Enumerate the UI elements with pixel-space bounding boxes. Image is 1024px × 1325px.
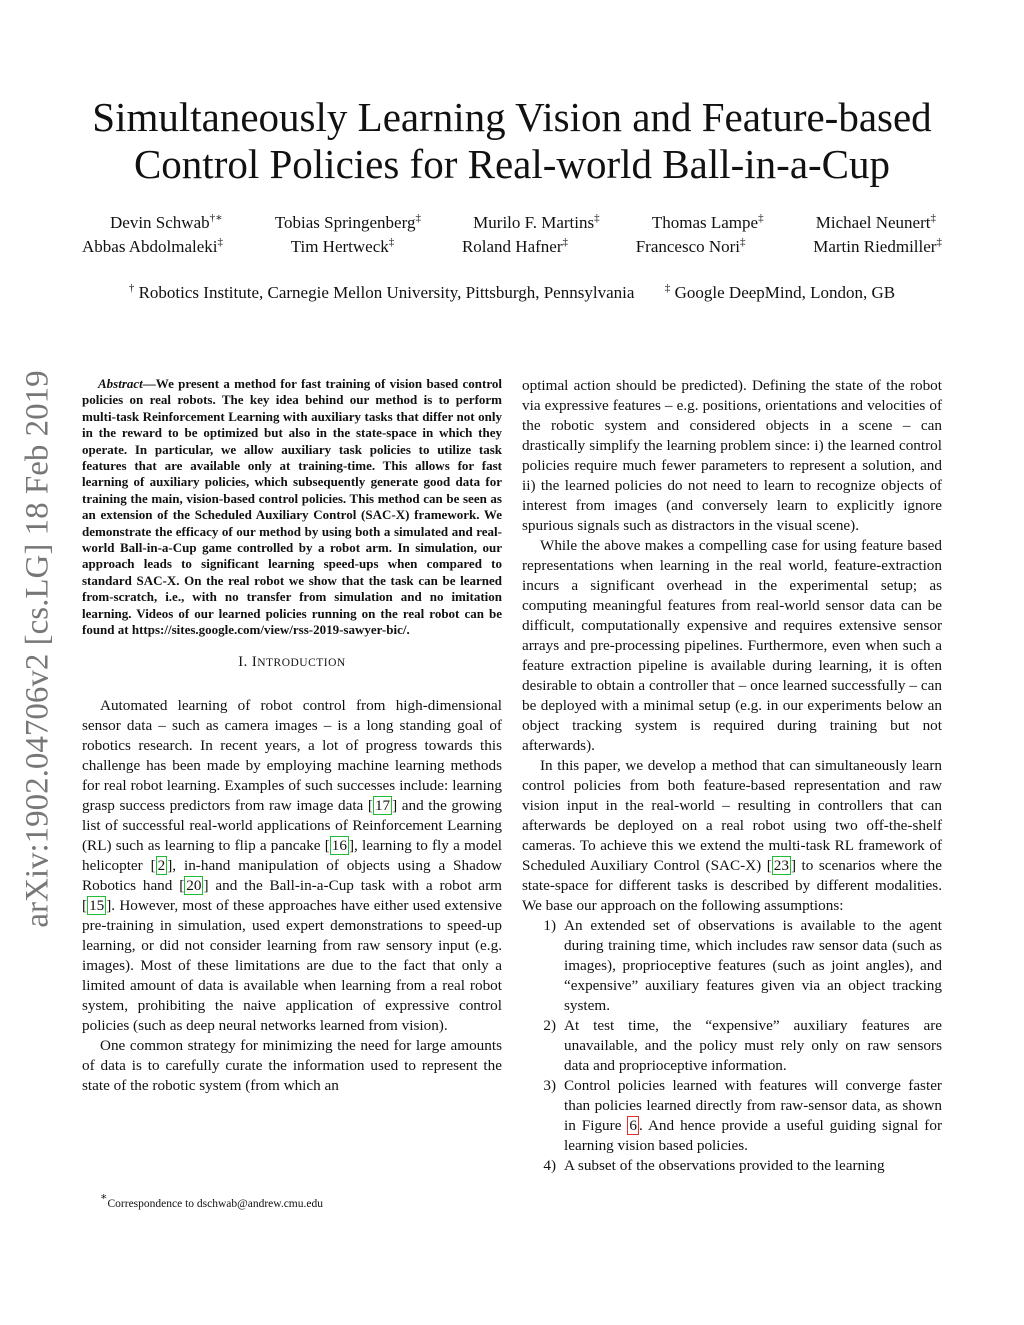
author: Murilo F. Martins‡: [473, 212, 600, 232]
right-paragraph-2: While the above makes a compelling case for using feature based representations when learning in the real world, feature-extraction incurs a significant overhead in the experimental setup; as computing meaningful features from real-world sensor data can be difficult, computationally expensive and requires extensive sensor arrays and pre-processing pipelines. Furthermore, even when such a feature extraction pipeline is available during learning, it is often desirable to obtain a controller that – once learned successfully – can be deployed with a minimal setup (e.g. in our experiments below an object tracking system is required during training but not afterwards).: [522, 537, 942, 754]
right-column: [522, 376, 942, 1176]
author: Devin Schwab†∗: [110, 212, 223, 232]
author-list: [60, 211, 964, 259]
citation-link[interactable]: 16: [331, 836, 347, 854]
left-column: [82, 376, 502, 1096]
author: Thomas Lampe‡: [651, 212, 764, 232]
list-item: 4) A subset of the observations provided to the learning: [543, 1157, 885, 1174]
paper-title: Simultaneously Learning Vision and Feature-based Control Policies for Real-world Ball-in-a-Cup: [92, 94, 932, 187]
list-item: 1) An extended set of observations is available to the agent during training time, which includes raw sensor data (such as images), proprioceptive features (such as joint angles), and “expensive” auxiliary features given via an object tracking system.: [543, 917, 942, 1014]
citation-link[interactable]: 23: [773, 857, 789, 874]
affiliation-deepmind: Google DeepMind, London, GB: [674, 283, 896, 302]
intro-paragraph-2: One common strategy for minimizing the need for large amounts of data is to carefully curate the information used to represent the state of the robotic system (from which an: [82, 1036, 502, 1094]
author: Michael Neunert‡: [815, 212, 936, 232]
list-item: 2) At test time, the “expensive” auxiliary features are unavailable, and the policy must rely only on raw sensors data and proprioceptive information.: [543, 1017, 942, 1074]
intro-paragraph-1: Automated learning of robot control from high-dimensional sensor data – such as camera images – is a long standing goal of robotics research. In recent years, a lot of progress towards this challenge has been made by employing machine learning methods for real robot learning. Examples of such successes include: learning grasp success predictors from raw image data [ 17 ] and the growing list of successful real-world applications of Reinforcement Learning (RL) such as learning to flip a pancake [ 16 ], learning to fly a model helicopter [ 2 ], in-hand manipulation of objects using a Shadow Robotics hand [ 20 ] and the Ball-in-a-Cup task with a robot arm [ 15 ]. However, most of these approaches have either used extensive pre-training in simulation, used expert demonstrations to speed-up learning, or did not consider learning from raw sensory input (e.g. images). Most of these limitations are due to the fact that only a limited amount of data is available when learning from a real robot system, prohibiting the naive application of expressive control policies (such as deep neural networks learned from vision).: [82, 696, 503, 1034]
abstract: [82, 376, 502, 639]
arxiv-stamp-text: arXiv:1902.04706v2 [cs.LG] 18 Feb 2019: [19, 370, 56, 928]
section-heading-introduction: I. INTRODUCTION: [238, 653, 346, 670]
right-paragraph-3: In this paper, we develop a method that can simultaneously learn control policies from both feature-based representation and raw vision input in the real-world – resulting in controllers that can afterwards be deployed on a real robot using two off-the-shelf cameras. To achieve this we extend the multi-task RL framework of Scheduled Auxiliary Control (SAC-X) [ 23 ] to scenarios where the state-space for different tasks is described by different modalities. We base our approach on the following assumptions:: [522, 757, 942, 914]
footnote: ∗Correspondence to dschwab@andrew.cmu.edu: [100, 1191, 323, 1210]
citation-link[interactable]: 17: [374, 796, 391, 814]
author: Roland Hafner‡: [461, 236, 569, 256]
author-row-1: [60, 211, 964, 235]
abstract-lead: Abstract: [98, 376, 143, 391]
author: Martin Riedmiller‡: [813, 236, 942, 256]
abstract-text: —We present a method for fast training of vision based control policies on real robots. The key idea behind our method is to perform multi-task Reinforcement Learning with auxiliary tasks that differ not only in the reward to be optimized but also in the state-space in which they operate. In particular, we allow auxiliary task policies to utilize task features that are available only at training-time. This allows for fast learning of auxiliary policies, which subsequently generate good data for training the main, vision-based control policies. This method can be seen as an extension of the Scheduled Auxiliary Control (SAC-X) framework. We demonstrate the efficacy of our method by using both a simulated and real-world Ball-in-a-Cup game controlled by a robot arm. In simulation, our approach leads to significant learning speed-ups when compared to standard SAC-X. On the real robot we show that the task can be learned from-scratch, i.e., with no transfer from simulation and no imitation learning. Videos of our learned policies running on the real robot can be found at https://sites.google.com/view/rss-2019-sawyer-bic/.: [82, 376, 502, 638]
author: Tobias Springenberg‡: [274, 212, 421, 232]
citation-link[interactable]: 2: [157, 856, 166, 874]
citation-link[interactable]: 15: [89, 896, 105, 914]
affiliations: [60, 283, 964, 303]
figure-link[interactable]: 6: [629, 1117, 638, 1134]
author: Tim Hertweck‡: [290, 236, 395, 256]
arxiv-stamp: [8, 355, 68, 943]
affiliation-mark: ‡: [664, 282, 671, 294]
affiliation-cmu: Robotics Institute, Carnegie Mellon University, Pittsburgh, Pennsylvania: [138, 283, 635, 302]
affiliation-mark: †: [128, 282, 135, 294]
assumptions-list: [522, 916, 942, 1176]
author: Francesco Nori‡: [635, 236, 746, 256]
citation-link[interactable]: 20: [186, 876, 202, 894]
list-item: 3) Control policies learned with features will converge faster than policies learned directly from raw-sensor data, as shown in Figure 6 . And hence provide a useful guiding signal for learning vision based policies.: [543, 1077, 942, 1154]
right-paragraph-1: optimal action should be predicted). Defining the state of the robot via expressive features – e.g. positions, orientations and velocities of the robotic system and considered objects in a scene – can drastically simplify the learning problem since: i) the learned control policies require much fewer parameters to represent a solution, and ii) the learned policies do not need to learn to recognize objects of interest from images (and conversely learn to explicitly ignore spurious signals such as distractors in the visual scene).: [522, 377, 942, 534]
author-row-2: [60, 235, 964, 259]
author: Abbas Abdolmaleki‡: [82, 236, 224, 256]
